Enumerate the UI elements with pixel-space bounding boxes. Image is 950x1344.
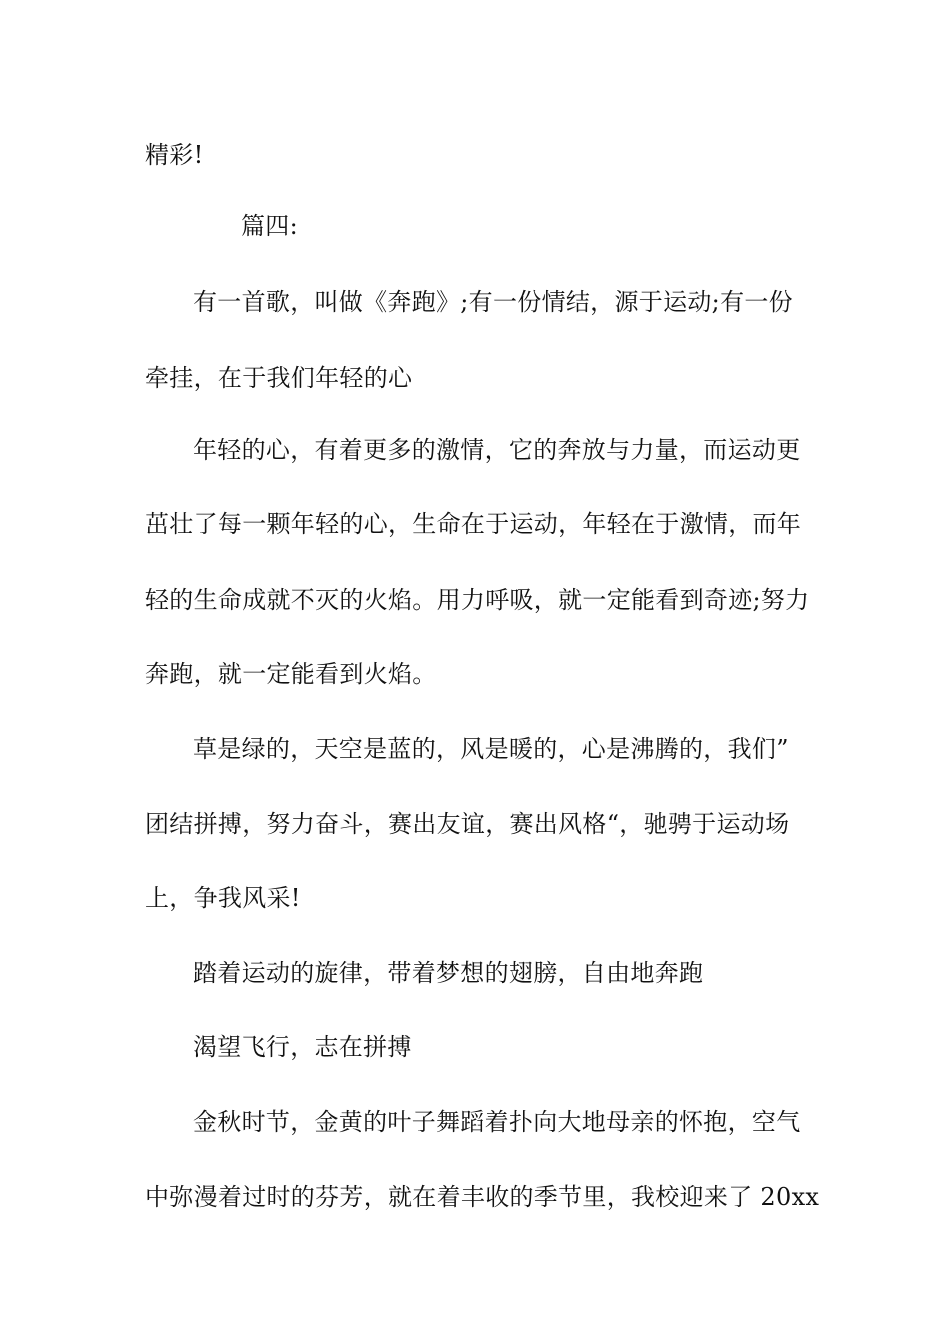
text-line: 精彩! — [145, 141, 204, 169]
text-line: 牵挂，在于我们年轻的心 — [145, 364, 413, 392]
text-line: 中弥漫着过时的芬芳，就在着丰收的季节里，我校迎来了 20xx — [145, 1183, 820, 1211]
text-line: 上，争我风采! — [145, 884, 301, 912]
text-line: 茁壮了每一颗年轻的心，生命在于运动，年轻在于激情，而年 — [145, 510, 802, 538]
text-line: 渴望飞行，志在拼搏 — [193, 1033, 412, 1061]
text-line: 奔跑，就一定能看到火焰。 — [145, 660, 437, 688]
text-line: 草是绿的，天空是蓝的，风是暖的，心是沸腾的，我们” — [193, 735, 789, 763]
text-line: 轻的生命成就不灭的火焰。用力呼吸，就一定能看到奇迹;努力 — [145, 586, 810, 614]
text-line: 有一首歌，叫做《奔跑》;有一份情结，源于运动;有一份 — [193, 288, 793, 316]
section-heading: 篇四: — [241, 212, 298, 240]
text-line: 年轻的心，有着更多的激情，它的奔放与力量，而运动更 — [193, 436, 801, 464]
text-line: 团结拼搏，努力奋斗，赛出友谊，赛出风格“，驰骋于运动场 — [145, 810, 790, 838]
text-line: 金秋时节，金黄的叶子舞蹈着扑向大地母亲的怀抱，空气 — [193, 1108, 801, 1136]
text-line: 踏着运动的旋律，带着梦想的翅膀，自由地奔跑 — [193, 959, 704, 987]
